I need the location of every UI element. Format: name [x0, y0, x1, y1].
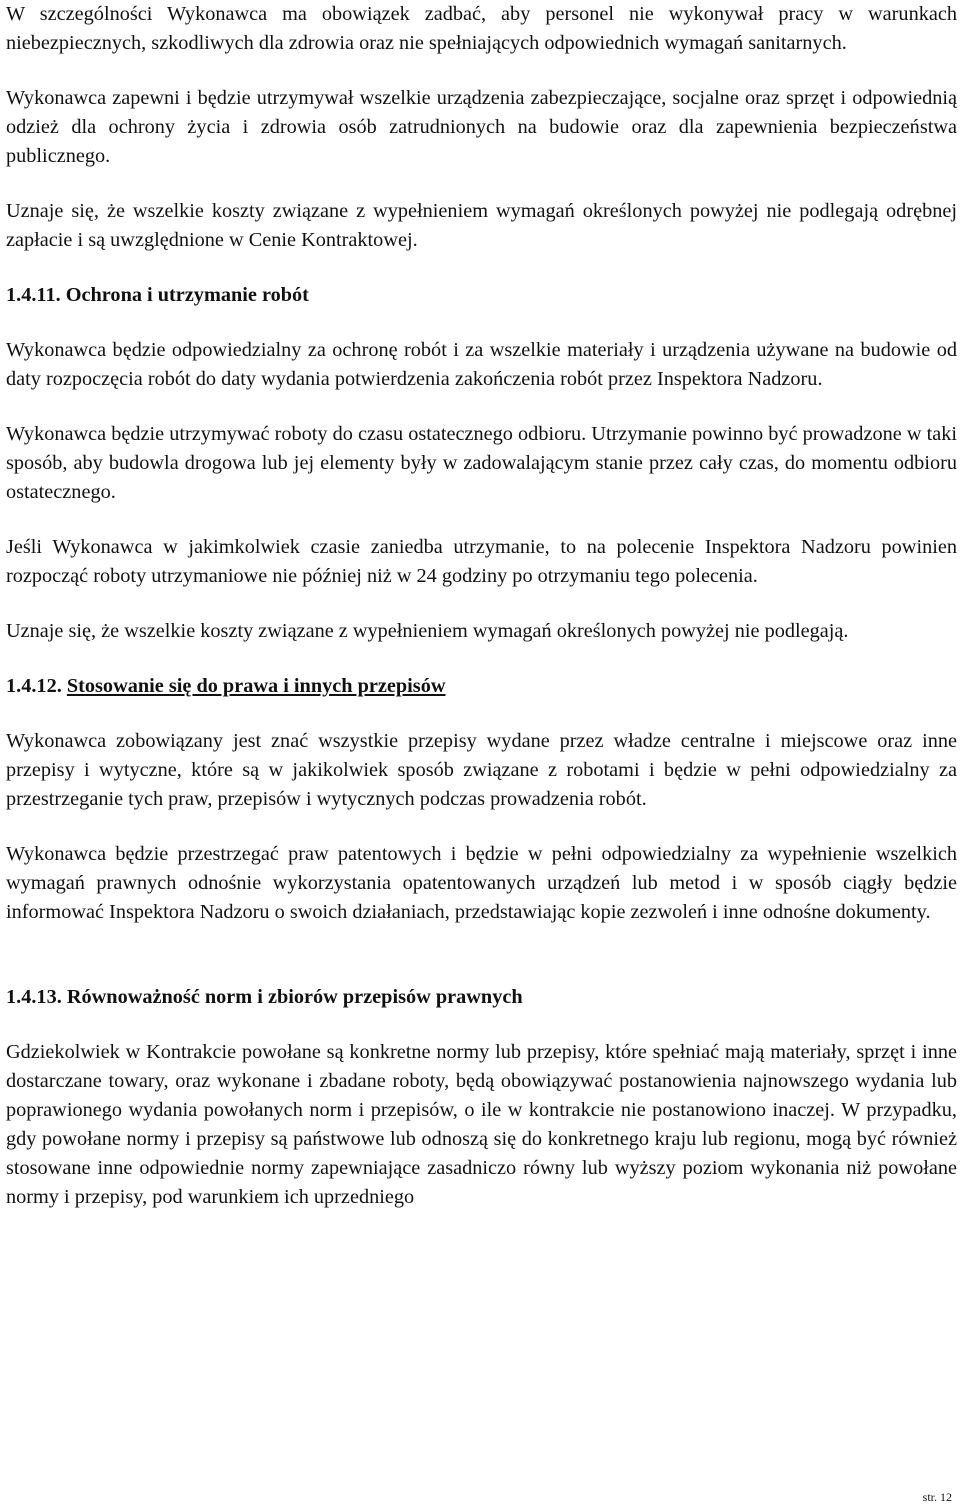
paragraph-law-compliance: Wykonawca zobowiązany jest znać wszystkie przepisy wydane przez władze centralne i miejscowe oraz inne przepisy i wytyczne, które są w jakikolwiek sposób związane z robotami i będzie w pełni odpowiedzialny za przestrzeganie tych praw, przepisów i wytycznych podczas prowadzenia robót. [6, 730, 957, 810]
paragraph-patent-rights: Wykonawca będzie przestrzegać praw patentowych i będzie w pełni odpowiedzialny za wypełnienie wszelkich wymagań prawnych odnośnie wykorzystania opatentowanych urządzeń lub metod i w sposób ciągły będzie informować Inspektora Nadzoru o swoich działaniach, przedstawiając kopie zezwoleń i inne odnośne dokumenty. [6, 843, 957, 923]
section-number: 1.4.13. [6, 986, 62, 1008]
section-title: Stosowanie się do prawa i innych przepisów [66, 675, 446, 697]
page-number: str. 12 [922, 1490, 952, 1504]
section-heading-1-4-11 [6, 281, 957, 310]
document-page [6, 0, 957, 1212]
paragraph-norms-equivalence: Gdziekolwiek w Kontrakcie powołane są konkretne normy lub przepisy, które spełniać mają materiały, sprzęt i inne dostarczane towary, oraz wykonane i zbadane roboty, będą obowiązywać postanowienia najnowszego wydania lub poprawionego wydania powołanych norm i przepisów, o ile w kontrakcie nie postanowiono inaczej. W przypadku, gdy powołane normy i przepisy są państwowe lub odnoszą się do konkretnego kraju lub regionu, mogą być również stosowane inne odpowiednie normy zapewniające zasadniczo równy lub wyższy poziom wykonania niż powołane normy i przepisy, pod warunkiem ich uprzedniego [6, 1041, 957, 1208]
section-title: Równoważność norm i zbiorów przepisów prawnych [66, 986, 523, 1008]
paragraph-works-maintenance: Wykonawca będzie utrzymywać roboty do czasu ostatecznego odbioru. Utrzymanie powinno być prowadzone w taki sposób, aby budowla drogowa lub jej elementy były w zadowalającym stanie przez cały czas, do momentu odbioru ostatecznego. [6, 423, 957, 503]
section-number: 1.4.11. [6, 284, 61, 306]
paragraph-works-protection: Wykonawca będzie odpowiedzialny za ochronę robót i za wszelkie materiały i urządzenia używane na budowie od daty rozpoczęcia robót do daty wydania potwierdzenia zakończenia robót przez Inspektora Nadzoru. [6, 339, 957, 390]
section-title: Ochrona i utrzymanie robót [65, 284, 309, 306]
paragraph-personnel-safety: W szczególności Wykonawca ma obowiązek zadbać, aby personel nie wykonywał pracy w warunkach niebezpiecznych, szkodliwych dla zdrowia oraz nie spełniających odpowiednich wymagań sanitarnych. [6, 3, 957, 54]
section-heading-1-4-12 [6, 672, 957, 701]
paragraph-safety-equipment: Wykonawca zapewni i będzie utrzymywał wszelkie urządzenia zabezpieczające, socjalne oraz sprzęt i odpowiednią odzież dla ochrony życia i zdrowia osób zatrudnionych na budowie oraz dla zapewnienia bezpieczeństwa publicznego. [6, 87, 957, 167]
paragraph-maintenance-neglect: Jeśli Wykonawca w jakimkolwiek czasie zaniedba utrzymanie, to na polecenie Inspektora Nadzoru powinien rozpocząć roboty utrzymaniowe nie później niż w 24 godziny po otrzymaniu tego polecenia. [6, 536, 957, 587]
paragraph-maintenance-costs: Uznaje się, że wszelkie koszty związane z wypełnieniem wymagań określonych powyżej nie podlegają. [6, 620, 849, 642]
section-heading-1-4-13 [6, 983, 957, 1012]
section-number: 1.4.12. [6, 675, 62, 697]
paragraph-costs-included: Uznaje się, że wszelkie koszty związane z wypełnieniem wymagań określonych powyżej nie podlegają odrębnej zapłacie i są uwzględnione w Cenie Kontraktowej. [6, 200, 957, 251]
